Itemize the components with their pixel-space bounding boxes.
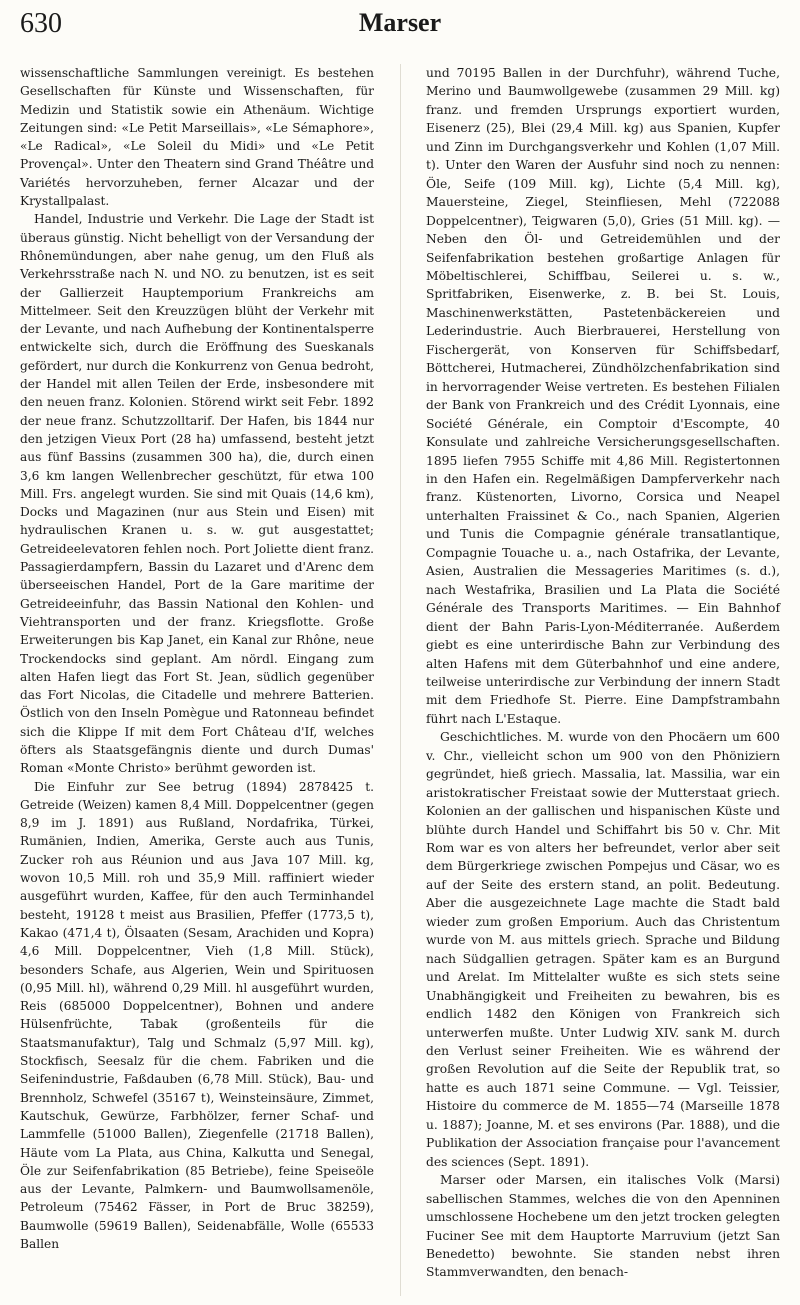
left-column xyxy=(20,64,374,1253)
entry-marser: Marser oder Marsen, ein italisches Volk (Marsi) sabellischen Stammes, welches die von den Apenninen umschlossene Hochebene um den jetzt trocken gelegten Fuciner See mit dem Hauptorte Marruvium (jetzt San Benedetto) bewohnte. Sie standen nebst ihren Stammverwandten, den benach- xyxy=(426,1173,780,1280)
page-header xyxy=(20,8,780,48)
right-column xyxy=(426,64,780,1282)
paragraph-history: Geschichtliches. M. wurde von den Phocäern um 600 v. Chr., vielleicht schon um 900 von den Phöniziern gegründet, hieß griech. Massalia, lat. Massilia, war ein aristokratischer Freistaat sowie der Mutterstaat griech. Kolonien an der gallischen und hispanischen Küste und blühte durch Handel und Schiffahrt bis 50 v. Chr. Mit Rom war es von alters her befreundet, verlor aber seit dem Bürgerkriege zwischen Pompejus und Cäsar, wo es auf der Seite des erstern stand, an polit. Bedeutung. Aber die ausgezeichnete Lage machte die Stadt bald wieder zum großen Emporium. Auch das Christentum wurde von M. aus mittels griech. Sprache und Bildung nach Südgallien getragen. Später kam es an Burgund und Arelat. Im Mittelalter wußte es sich stets seine Unabhängigkeit und Freiheiten zu bewahren, bis es endlich 1482 den Königen von Frankreich sich unterwerfen mußte. Unter Ludwig XIV. sank M. durch den Verlust seiner Freiheiten. Wie es während der großen Revolution auf die Seite der Republik trat, so hatte es auch 1871 seine Commune. — Vgl. Teissier, Histoire du commerce de M. 1855—74 (Marseille 1878 u. 1887); Joanne, M. et ses environs (Par. 1888), und die Publikation der Association française pour l'avancement des sciences (Sept. 1891). xyxy=(426,730,780,1169)
page-number: 630 xyxy=(20,8,62,39)
column-divider xyxy=(400,64,401,1296)
paragraph-exports: und 70195 Ballen in der Durchfuhr), während Tuche, Merino und Baumwollgewebe (zusammen 29 Mill. kg) franz. und fremden Ursprungs exportiert wurden, Eisenerz (25), Blei (29,4 Mill. kg) aus Spanien, Kupfer und Zinn im Durchgangsverkehr und Kohlen (1,07 Mill. t). Unter den Waren der Ausfuhr sind noch zu nennen: Öle, Seife (109 Mill. kg), Lichte (5,4 Mill. kg), Mauersteine, Ziegel, Steinfliesen, Mehl (722088 Doppelcentner), Teigwaren (5,0), Gries (51 Mill. kg). — Neben den Öl- und Getreidemühlen und der Seifenfabrikation bestehen großartige Anlagen für Möbeltischlerei, Schiffbau, Seilerei u. s. w., Spritfabriken, Eisenwerke, z. B. bei St. Louis, Maschinenwerkstätten, Pastetenbäckereien und Lederindustrie. Auch Bierbrauerei, Herstellung von Fischergerät, von Konserven für Schiffsbedarf, Böttcherei, Hutmacherei, Zündhölzchenfabrikation sind in hervorragender Weise vertreten. Es bestehen Filialen der Bank von Frankreich und des Crédit Lyonnais, eine Société Générale, ein Comptoir d'Escompte, 40 Konsulate und zahlreiche Versicherungsgesellschaften. 1895 liefen 7955 Schiffe mit 4,86 Mill. Registertonnen in den Hafen ein. Regelmäßigen Dampferverkehr nach franz. Küstenorten, Livorno, Corsica und Neapel unterhalten Fraissinet & Co., nach Spanien, Algerien und Tunis die Compagnie générale transatlantique, Compagnie Touache u. a., nach Ostafrika, der Levante, Asien, Australien die Messageries Maritimes (s. d.), nach Westafrika, Brasilien und La Plata die Société Générale des Transports Maritimes. — Ein Bahnhof dient der Bahn Paris-Lyon-Méditerranée. Außerdem giebt es eine unterirdische Bahn zur Verbindung des alten Hafens mit dem Güterbahnhof und eine andere, teilweise unterirdische zur Verbindung der innern Stadt mit dem Friedhofe St. Pierre. Eine Dampfstrambahn führt nach L'Estaque. xyxy=(426,66,780,726)
paragraph-trade-industry: Handel, Industrie und Verkehr. Die Lage der Stadt ist überaus günstig. Nicht behelligt von der Versandung der Rhônemündungen, aber nahe genug, um den Fluß als Verkehrsstraße nach N. und NO. zu benutzen, ist es seit der Gallierzeit Hauptemporium Frankreichs am Mittelmeer. Seit den Kreuzzügen blüht der Verkehr mit der Levante, und nach Aufhebung der Kontinentalsperre entwickelte sich, durch die Eröffnung des Sueskanals gefördert, nur durch die Konkurrenz von Genua bedroht, der Handel mit allen Teilen der Erde, insbesondere mit den neuen franz. Kolonien. Störend wirkt seit Febr. 1892 der neue franz. Schutzzolltarif. Der Hafen, bis 1844 nur den jetzigen Vieux Port (28 ha) umfassend, besteht jetzt aus fünf Bassins (zusammen 300 ha), die, durch einen 3,6 km langen Wellenbrecher geschützt, für etwa 100 Mill. Frs. angelegt wurden. Sie sind mit Quais (14,6 km), Docks und Magazinen (nur aus Stein und Eisen) mit hydraulischen Kranen u. s. w. gut ausgestattet; Getreideelevatoren fehlen noch. Port Joliette dient franz. Passagierdampfern, Bassin du Lazaret und d'Arenc dem überseeischen Handel, Port de la Gare maritime der Getreideeinfuhr, das Bassin National den Kohlen- und Viehtransporten und der franz. Kriegsflotte. Große Erweiterungen bis Kap Janet, ein Kanal zur Rhône, neue Trockendocks sind geplant. Am nördl. Eingang zum alten Hafen liegt das Fort St. Jean, südlich gegenüber das Fort Nicolas, die Citadelle und mehrere Batterien. Östlich von den Inseln Pomègue und Ratonneau befindet sich die Klippe If mit dem Fort Château d'If, welches öfters als Staatsgefängnis diente und durch Dumas' Roman «Monte Christo» berühmt geworden ist. xyxy=(20,212,374,776)
paragraph-imports: Die Einfuhr zur See betrug (1894) 2878425 t. Getreide (Weizen) kamen 8,4 Mill. Doppelcentner (gegen 8,9 im J. 1891) aus Rußland, Nordafrika, Türkei, Rumänien, Indien, Amerika, Gerste auch aus Tunis, Zucker roh aus Réunion und aus Java 107 Mill. kg, wovon 10,5 Mill. roh und 35,9 Mill. raffiniert wieder ausgeführt wurden, Kaffee, für den auch Terminhandel besteht, 19128 t meist aus Brasilien, Pfeffer (1773,5 t), Kakao (471,4 t), Ölsaaten (Sesam, Arachiden und Kopra) 4,6 Mill. Doppelcentner, Vieh (1,8 Mill. Stück), besonders Schafe, aus Algerien, Wein und Spirituosen (0,95 Mill. hl), während 0,29 Mill. hl ausgeführt wurden, Reis (685000 Doppelcentner), Bohnen und andere Hülsenfrüchte, Tabak (großenteils für die Staatsmanufaktur), Talg und Schmalz (5,97 Mill. kg), Stockfisch, Seesalz für die chem. Fabriken und die Seifenindustrie, Faßdauben (6,78 Mill. Stück), Bau- und Brennholz, Schwefel (35167 t), Weinsteinsäure, Zimmet, Kautschuk, Gewürze, Farbhölzer, ferner Schaf- und Lammfelle (51000 Ballen), Ziegenfelle (21718 Ballen), Häute vom La Plata, aus China, Kalkutta und Senegal, Öle zur Seifenfabrikation (85 Betriebe), feine Speiseöle aus der Levante, Palmkern- und Baumwollsamenöle, Petroleum (75462 Fässer, in Port de Bruc 38259), Baumwolle (59619 Ballen), Seidenabfälle, Wolle (65533 Ballen xyxy=(20,779,374,1251)
running-head: Marser xyxy=(358,8,442,37)
paragraph-institutions: wissenschaftliche Sammlungen vereinigt. Es bestehen Gesellschaften für Künste und Wissenschaften, für Medizin und Statistik sowie ein Athenäum. Wichtige Zeitungen sind: «Le Petit Marseillais», «Le Sémaphore», «Le Radical», «Le Soleil du Midi» und «Le Petit Provençal». Unter den Theatern sind Grand Théâtre und Variétés hervorzuheben, ferner Alcazar und der Krystallpalast. xyxy=(20,66,374,209)
